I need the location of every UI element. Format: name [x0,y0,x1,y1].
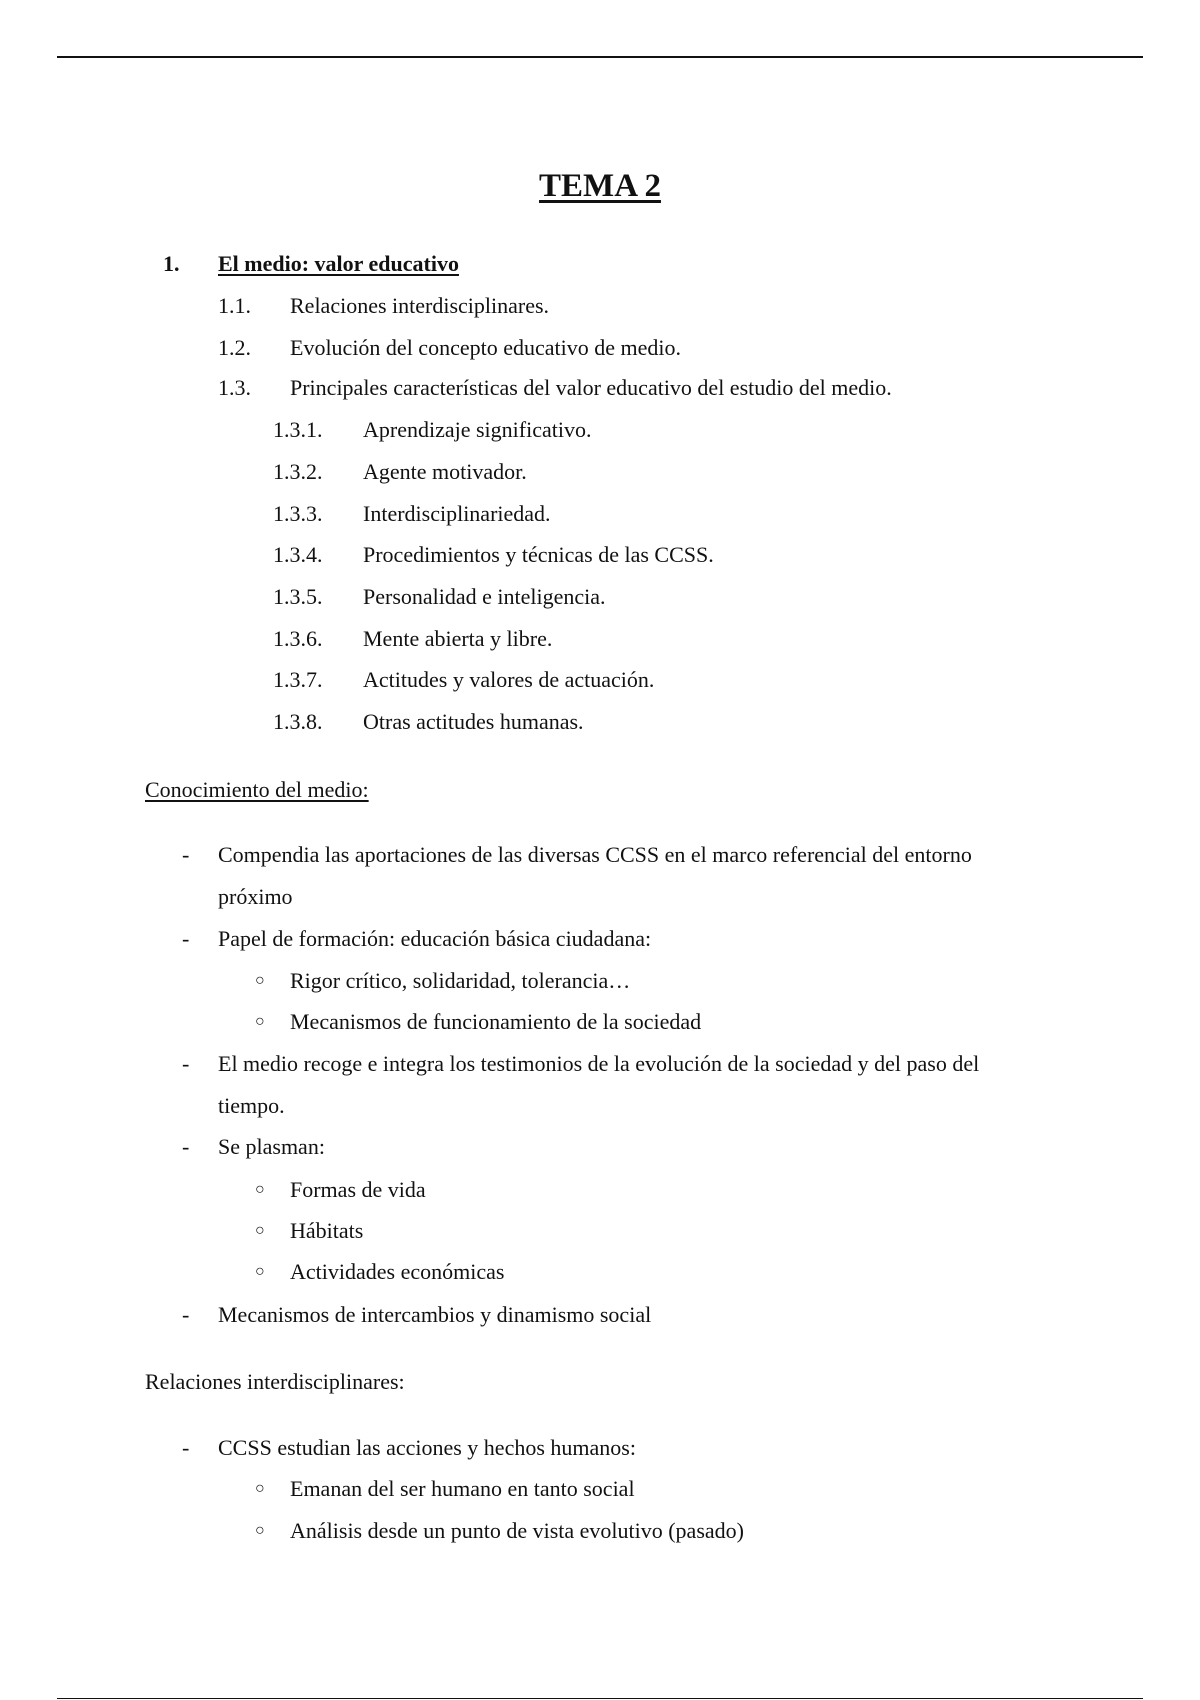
top-rule [57,56,1143,58]
circle-bullet-icon: ○ [255,1181,265,1198]
list-item: Se plasman: [218,1134,325,1159]
subsubsection-label: Procedimientos y técnicas de las CCSS. [363,542,714,567]
subsubsection-label: Agente motivador. [363,459,527,484]
subsubsection-label: Aprendizaje significativo. [363,417,592,442]
circle-bullet-icon: ○ [255,1222,265,1239]
subsubsection-number: 1.3.3. [273,501,323,526]
page-title-container [0,168,1200,205]
list-item: Compendia las aportaciones de las diversas CCSS en el marco referencial del entorno [218,842,972,867]
subsection-label: Evolución del concepto educativo de medio. [290,335,681,360]
sublist-item: Formas de vida [290,1177,426,1202]
conocimiento-heading: Conocimiento del medio: [145,777,369,802]
circle-bullet-icon: ○ [255,1263,265,1280]
dash-bullet-icon: - [182,842,190,867]
circle-bullet-icon: ○ [255,972,265,989]
subsubsection-label: Interdisciplinariedad. [363,501,551,526]
subsubsection-number: 1.3.6. [273,626,323,651]
sublist-item: Análisis desde un punto de vista evolutivo (pasado) [290,1518,744,1543]
list-item: Papel de formación: educación básica ciudadana: [218,926,652,951]
subsubsection-number: 1.3.1. [273,417,323,442]
subsubsection-number: 1.3.7. [273,667,323,692]
dash-bullet-icon: - [182,1134,190,1159]
sublist-item: Mecanismos de funcionamiento de la sociedad [290,1009,702,1034]
sublist-item: Hábitats [290,1218,364,1243]
subsubsection-label: Mente abierta y libre. [363,626,553,651]
subsection-number: 1.2. [218,335,251,360]
subsection-number: 1.3. [218,375,251,400]
dash-bullet-icon: - [182,926,190,951]
dash-bullet-icon: - [182,1435,190,1460]
list-item: CCSS estudian las acciones y hechos humanos: [218,1435,636,1460]
subsection-label: Principales características del valor educativo del estudio del medio. [290,375,892,400]
relaciones-heading: Relaciones interdisciplinares: [145,1369,405,1394]
dash-bullet-icon: - [182,1051,190,1076]
circle-bullet-icon: ○ [255,1522,265,1539]
page-title: TEMA 2 [539,168,661,204]
list-item: Mecanismos de intercambios y dinamismo social [218,1302,652,1327]
sublist-item: Emanan del ser humano en tanto social [290,1476,635,1501]
subsection-number: 1.1. [218,293,251,318]
section-number: 1. [163,251,180,276]
subsection-label: Relaciones interdisciplinares. [290,293,550,318]
subsubsection-number: 1.3.5. [273,584,323,609]
list-item: El medio recoge e integra los testimonios de la evolución de la sociedad y del paso del [218,1051,980,1076]
list-item-continuation: tiempo. [218,1093,285,1118]
section-heading: El medio: valor educativo [218,251,459,276]
circle-bullet-icon: ○ [255,1013,265,1030]
dash-bullet-icon: - [182,1302,190,1327]
sublist-item: Actividades económicas [290,1259,505,1284]
subsubsection-label: Actitudes y valores de actuación. [363,667,655,692]
subsubsection-number: 1.3.2. [273,459,323,484]
subsubsection-number: 1.3.8. [273,709,323,734]
list-item-continuation: próximo [218,884,293,909]
subsubsection-label: Personalidad e inteligencia. [363,584,606,609]
subsubsection-label: Otras actitudes humanas. [363,709,584,734]
circle-bullet-icon: ○ [255,1480,265,1497]
sublist-item: Rigor crítico, solidaridad, tolerancia… [290,968,631,993]
subsubsection-number: 1.3.4. [273,542,323,567]
bottom-rule [57,1698,1143,1699]
